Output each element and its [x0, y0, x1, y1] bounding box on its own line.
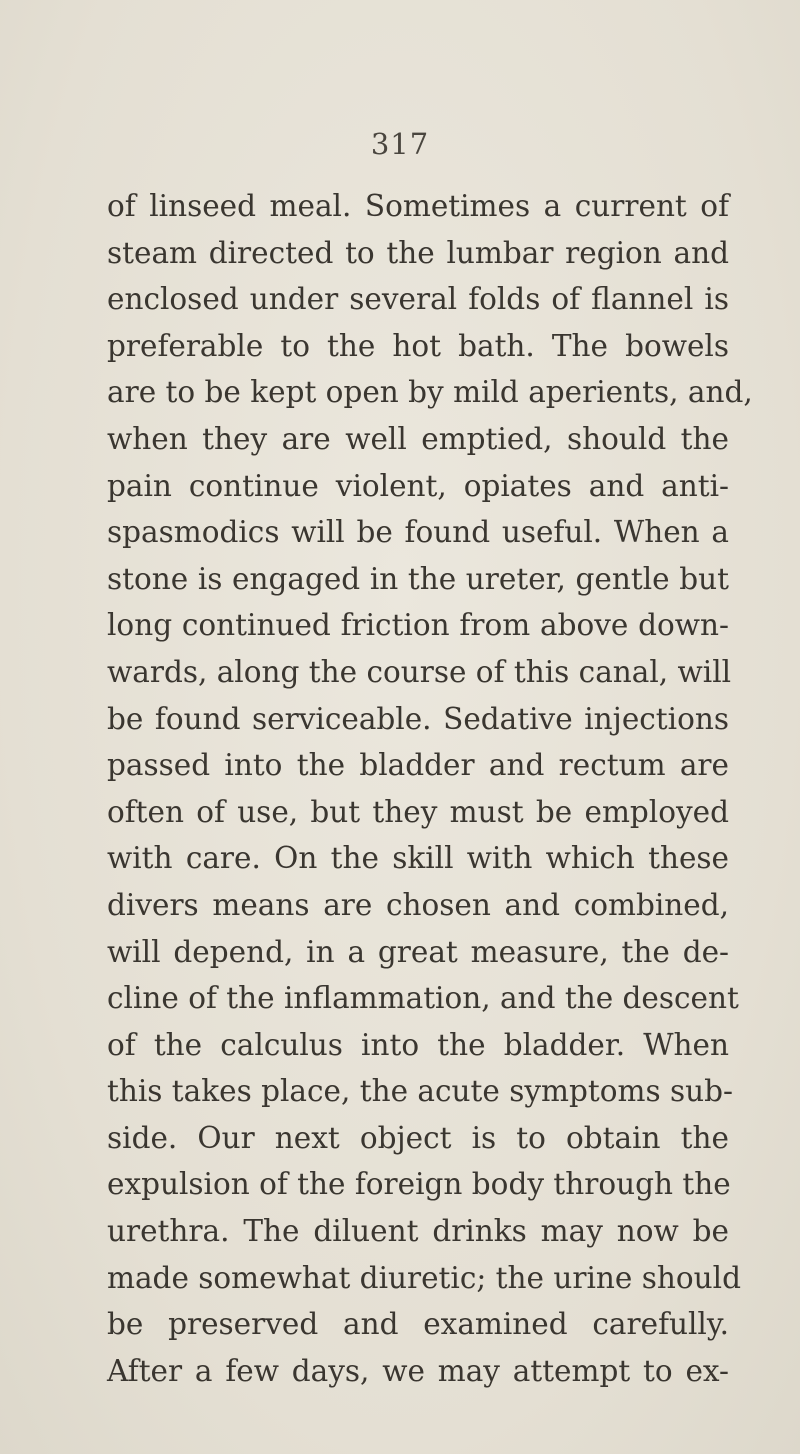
text-line: cline of the inflammation, and the descent	[107, 981, 739, 1016]
text-line: be preserved and examined carefully.	[107, 1307, 729, 1342]
text-line: divers means are chosen and combined,	[107, 887, 729, 922]
text-line: side. Our next object is to obtain the	[107, 1120, 729, 1155]
text-line: steam directed to the lumbar region and	[107, 235, 729, 270]
text-line: preferable to the hot bath. The bowels	[107, 328, 729, 363]
text-line: of linseed meal. Sometimes a current of	[107, 189, 729, 223]
text-line: are to be kept open by mild aperients, and,	[107, 375, 753, 410]
body-text	[107, 183, 753, 1394]
text-line: passed into the bladder and rectum are	[107, 748, 729, 783]
page-number: 317	[370, 127, 430, 161]
text-line: be found serviceable. Sedative injections	[107, 701, 729, 736]
text-line: stone is engaged in the ureter, gentle but	[107, 561, 729, 596]
text-line: enclosed under several folds of flannel is	[107, 282, 729, 317]
text-line: when they are well emptied, should the	[107, 421, 729, 456]
text-line: spasmodics will be found useful. When a	[107, 515, 729, 550]
text-line: this takes place, the acute symptoms sub-	[107, 1074, 733, 1109]
text-line: long continued friction from above down-	[107, 608, 729, 643]
text-line: will depend, in a great measure, the de-	[107, 934, 729, 969]
text-line: wards, along the course of this canal, will	[107, 654, 732, 689]
text-line: urethra. The diluent drinks may now be	[107, 1214, 729, 1249]
text-line: expulsion of the foreign body through the	[107, 1167, 731, 1202]
text-line: After a few days, we may attempt to ex-	[107, 1353, 729, 1388]
text-line: of the calculus into the bladder. When	[107, 1027, 729, 1062]
text-line: often of use, but they must be employed	[107, 794, 729, 829]
text-line: with care. On the skill with which these	[107, 841, 729, 876]
text-line: pain continue violent, opiates and anti-	[107, 468, 729, 503]
text-line: made somewhat diuretic; the urine should	[107, 1260, 741, 1295]
